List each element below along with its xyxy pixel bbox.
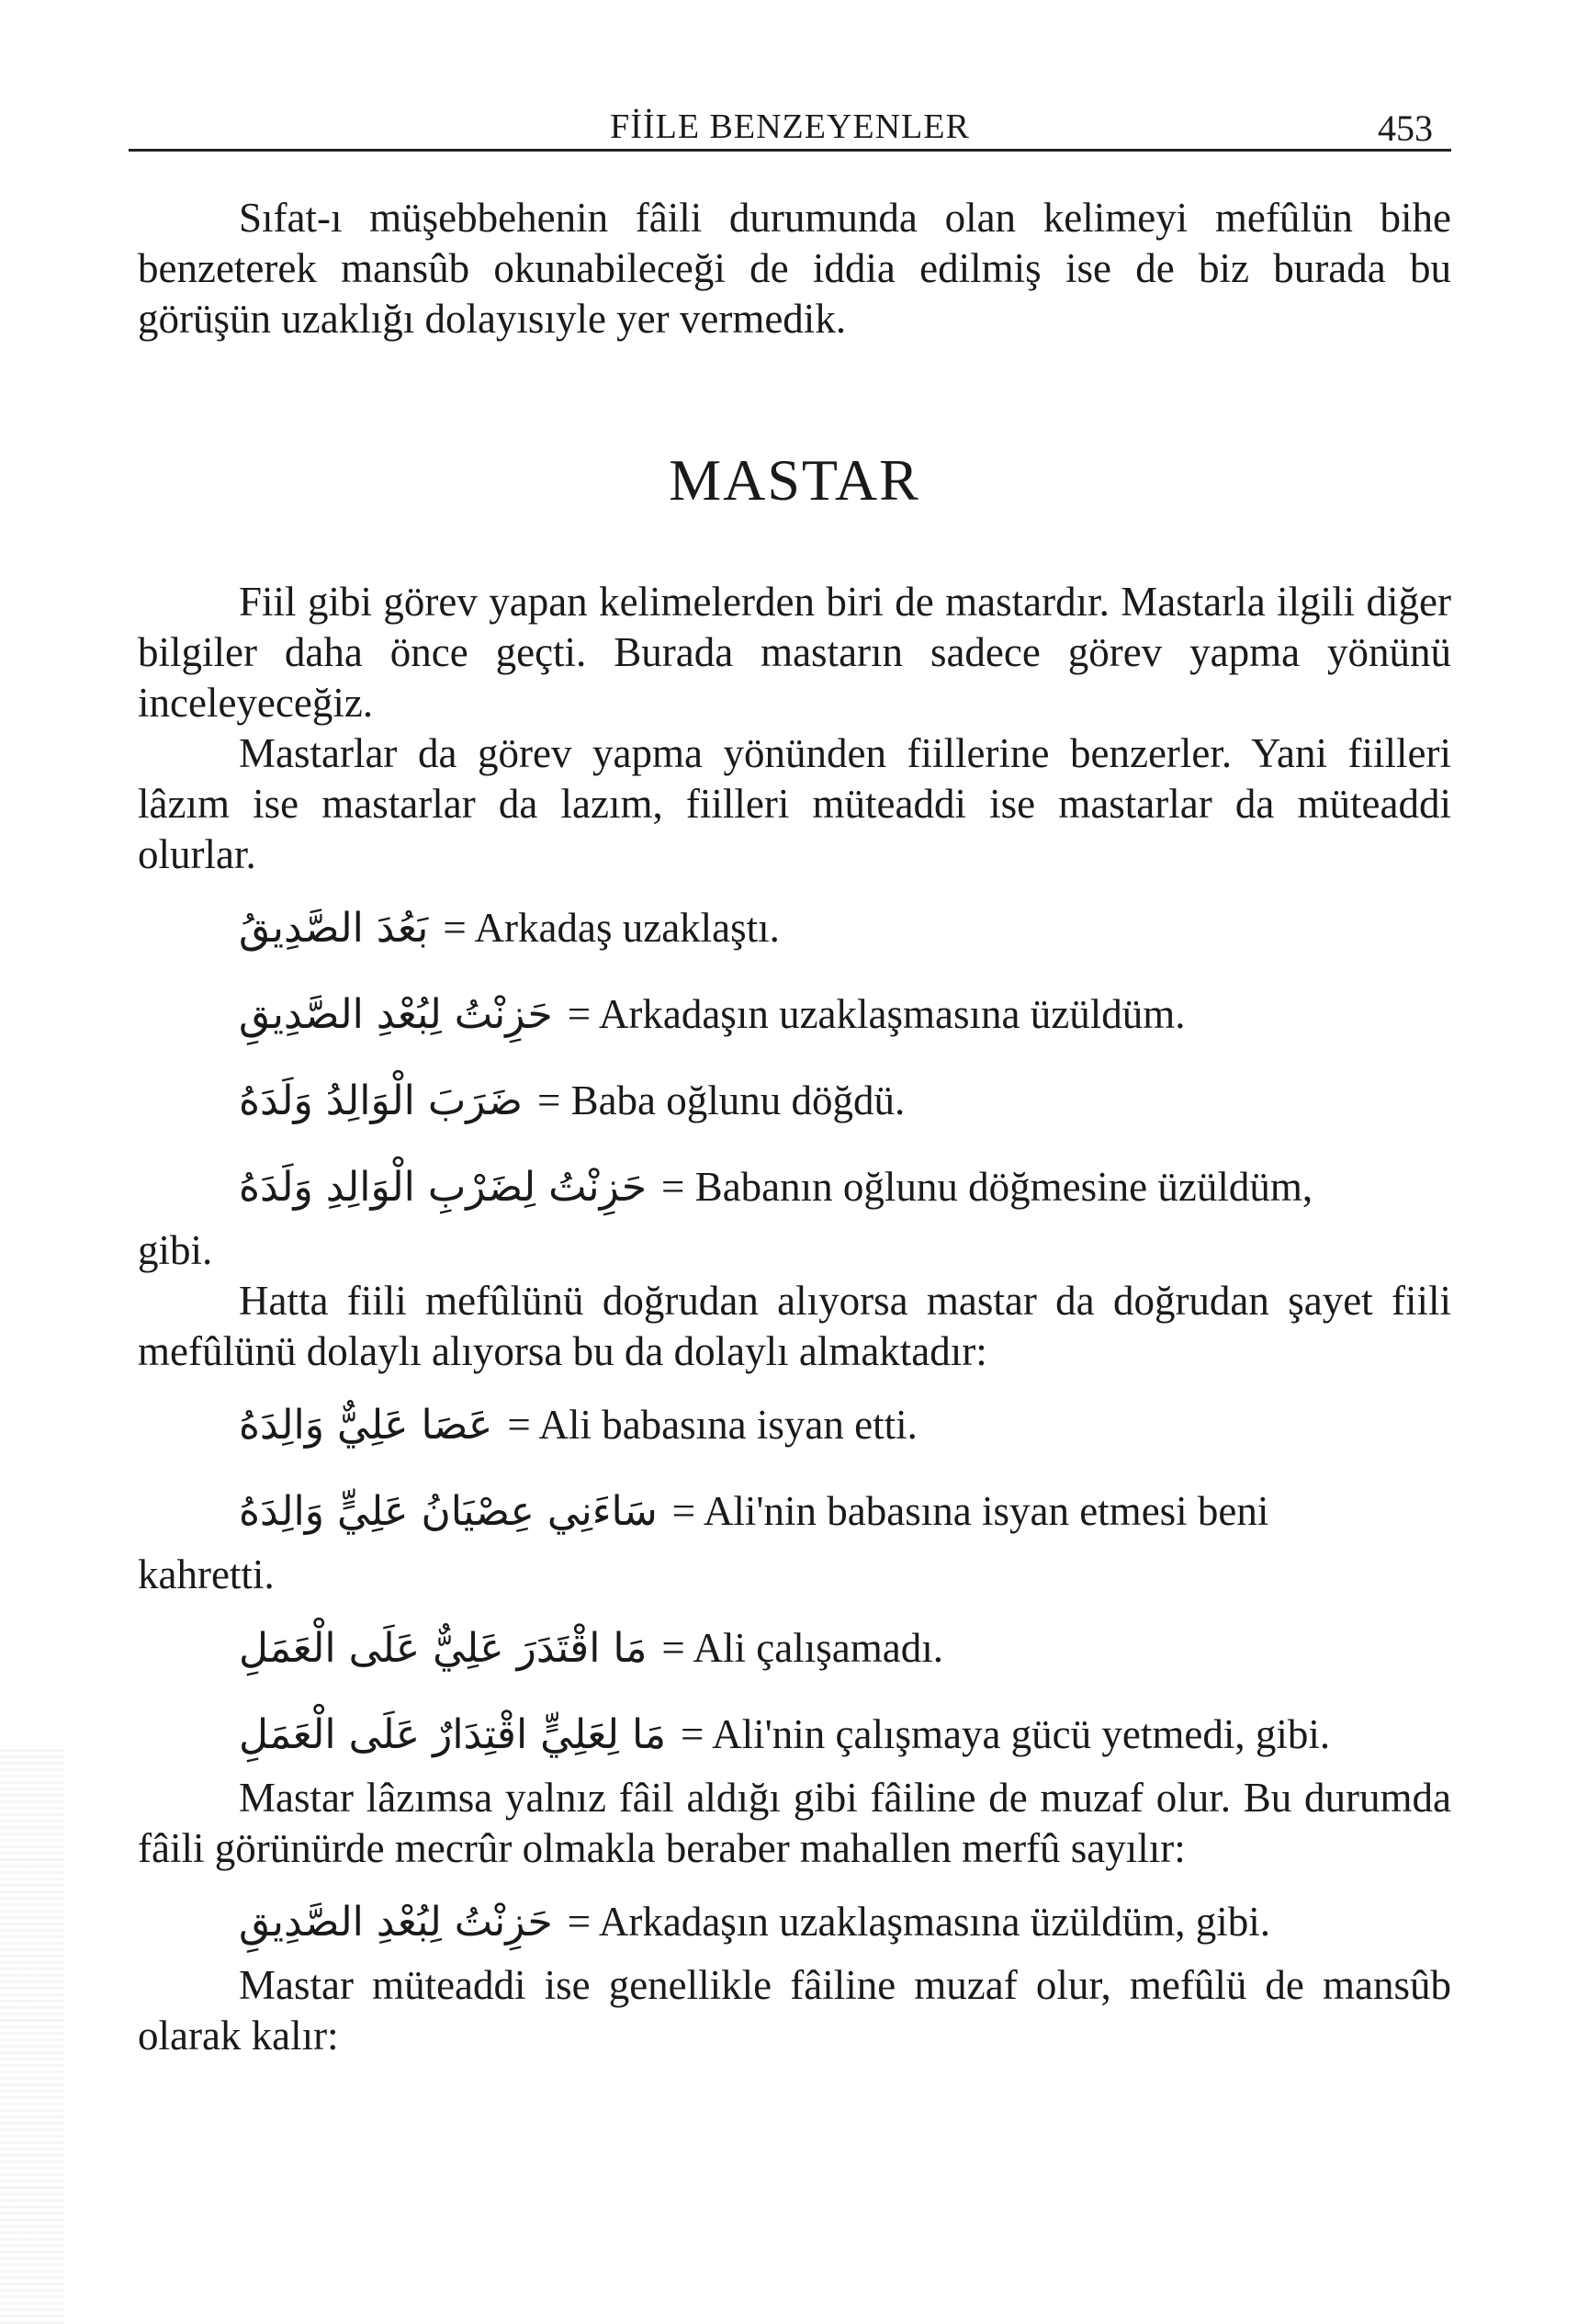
scan-edge-noise [0,1745,64,2324]
example-5 [138,1386,1451,1463]
running-title: FİİLE BENZEYENLER [610,107,970,146]
example-2 [138,976,1451,1053]
example-translation: = Arkadaş uzaklaştı. [443,904,780,951]
arabic-example: حَزِنْتُ لِضَرْبِ الْوَالِدِ وَلَدَهُ [239,1163,648,1211]
example-translation: = Ali çalışamadı. [661,1624,943,1671]
example-3 [138,1062,1451,1139]
page-body [138,193,1451,2061]
gibi-text: gibi. [138,1227,213,1273]
section-heading: MASTAR [669,447,920,513]
paragraph-transitive: Mastar müteaddi ise genellikle fâiline muzaf olur, mefûlü de mansûb olarak kalır: [138,1962,1451,2059]
paragraph-direct-object: Hatta fiili mefûlünü doğrudan alıyorsa mastar da doğrudan şayet fiili mefûlünü dolaylı alıyorsa bu da dolaylı almaktadır: [138,1278,1451,1374]
arabic-example: حَزِنْتُ لِبُعْدِ الصَّدِيقِ [239,990,553,1038]
example-7 [138,1609,1451,1687]
arabic-example: سَاءَنِي عِصْيَانُ عَلِيٍّ وَالِدَهُ [239,1487,658,1535]
arabic-example: ضَرَبَ الْوَالِدُ وَلَدَهُ [239,1077,523,1124]
arabic-example: عَصَا عَلِيٌّ وَالِدَهُ [239,1401,493,1449]
running-header [129,101,1451,152]
example-1 [138,889,1451,966]
example-translation: = Ali'nin çalışmaya gücü yetmedi, gibi. [681,1710,1331,1757]
kahretti-text: kahretti. [138,1551,275,1597]
example-9 [138,1883,1451,1960]
paragraph-similarity: Mastarlar da görev yapma yönünden fiillerine benzerler. Yani fiilleri lâzım ise mastarlar da lazım, fiilleri müteaddi ise mastarlar da müteaddi olurlar. [138,730,1451,877]
paragraph-definition: Fiil gibi görev yapan kelimelerden biri de mastardır. Mastarla ilgili diğer bilgiler daha önce geçti. Burada mastarın sadece görev yapma yönünü inceleyeceğiz. [138,579,1451,726]
example-translation: = Ali babasına isyan etti. [507,1401,918,1448]
arabic-example: مَا لِعَلِيٍّ اقْتِدَارٌ عَلَى الْعَمَلِ [239,1710,667,1758]
example-6 [138,1472,1451,1550]
intro-paragraph: Sıfat-ı müşebbehenin fâili durumunda olan kelimeyi mefûlün bihe benzeterek mansûb okunabileceği de iddia edilmiş ise de biz burada bu görüşün uzaklığı dolayısıyle yer vermedik. [138,195,1451,342]
example-translation: = Ali'nin babasına isyan etmesi beni [671,1487,1269,1534]
example-translation: = Babanın oğlunu döğmesine üzüldüm, [661,1163,1313,1210]
example-8 [138,1696,1451,1773]
example-translation: = Baba oğlunu döğdü. [536,1077,906,1123]
example-4 [138,1148,1451,1225]
page-number: 453 [1378,107,1433,149]
example-translation: = Arkadaşın uzaklaşmasına üzüldüm. [567,990,1186,1037]
arabic-example: حَزِنْتُ لِبُعْدِ الصَّدِيقِ [239,1898,553,1946]
arabic-example: بَعُدَ الصَّدِيقُ [239,904,429,952]
arabic-example: مَا اقْتَدَرَ عَلِيٌّ عَلَى الْعَمَلِ [239,1624,648,1672]
example-translation: = Arkadaşın uzaklaşmasına üzüldüm, gibi. [567,1898,1270,1945]
paragraph-intransitive: Mastar lâzımsa yalnız fâil aldığı gibi fâiline de muzaf olur. Bu durumda fâili görünürde mecrûr olmakla beraber mahallen merfû sayılır: [138,1775,1451,1871]
